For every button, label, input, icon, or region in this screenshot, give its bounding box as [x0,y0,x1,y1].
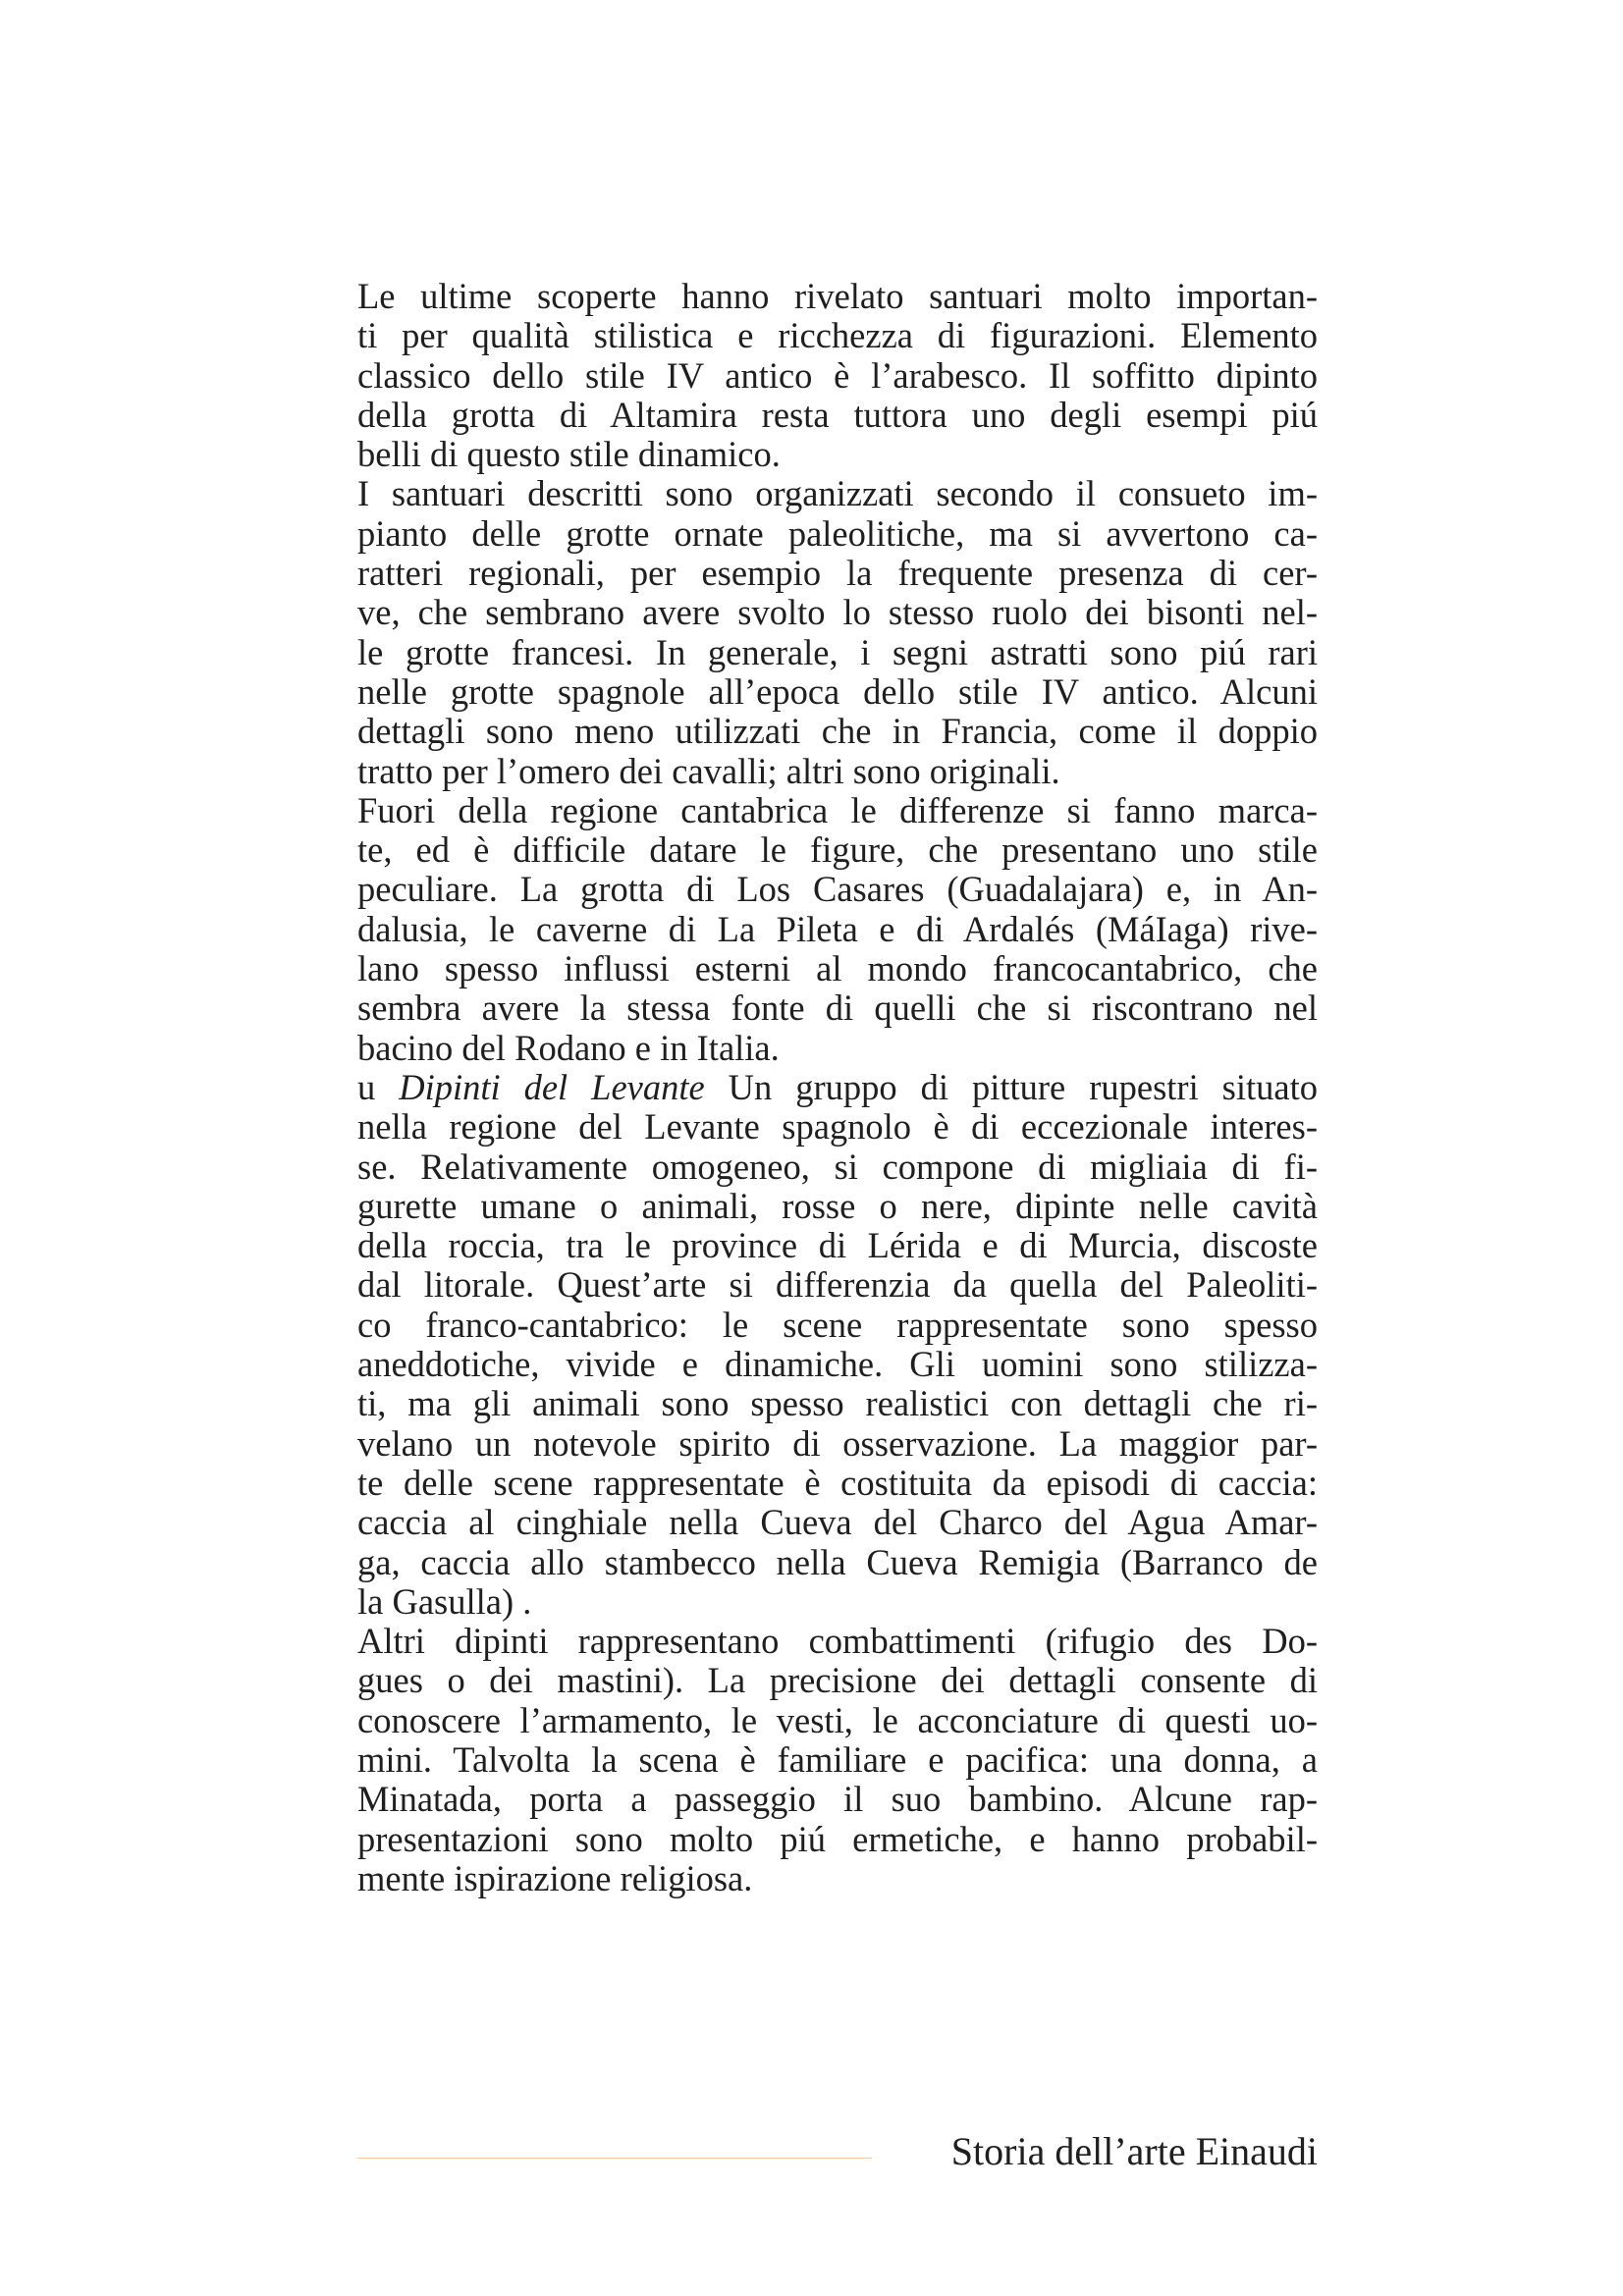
text-line: classico dello stile IV antico è l’arabesco. Il soffitto dipinto [357,354,1318,396]
text-line: mente ispirazione religiosa. [357,1857,753,1898]
text-line: Fuori della regione cantabrica le differenze si fanno marca- [357,789,1318,830]
text-line: co franco-cantabrico: le scene rappresentate sono spesso [357,1304,1318,1345]
footer-rule [357,2158,872,2159]
text-line: ve, che sembrano avere svolto lo stesso ruolo dei bisonti nel- [357,592,1318,633]
body-text [357,277,1318,1898]
text-line: Minatada, porta a passeggio il suo bambino. Alcune rap- [357,1779,1318,1820]
text-line: della roccia, tra le province di Lérida e di Murcia, discoste [357,1225,1318,1266]
text-line: peculiare. La grotta di Los Casares (Guadalajara) e, in An- [357,869,1318,910]
text-line: la Gasulla) . [357,1580,532,1622]
text-line: te, ed è difficile datare le figure, che presentano uno stile [357,829,1318,871]
text-line: pianto delle grotte ornate paleolitiche, ma si avvertono ca- [357,512,1318,554]
section-heading: Dipinti del Levante [399,1066,705,1107]
text-line: della grotta di Altamira resta tuttora uno degli esempi piú [357,394,1318,435]
text-line: conoscere l’armamento, le vesti, le acconciature di questi uo- [357,1699,1318,1740]
text-line: aneddotiche, vivide e dinamiche. Gli uomini sono stilizza- [357,1344,1318,1385]
text-line: dal litorale. Quest’arte si differenzia da quella del Paleoliti- [357,1264,1318,1306]
text-line: nelle grotte spagnole all’epoca dello stile IV antico. Alcuni [357,670,1318,712]
text-line: Altri dipinti rappresentano combattimenti (rifugio des Do- [357,1621,1318,1662]
text-line: le grotte francesi. In generale, i segni astratti sono piú rari [357,631,1318,672]
text-line: I santuari descritti sono organizzati secondo il consueto im- [357,473,1318,514]
text-line: te delle scene rappresentate è costituita da episodi di caccia: [357,1462,1318,1503]
text-line: mini. Talvolta la scena è familiare e pacifica: una donna, a [357,1738,1318,1780]
text-line: presentazioni sono molto piú ermetiche, e hanno probabil- [357,1818,1318,1859]
text-line: belli di questo stile dinamico. [357,434,781,475]
text-line: ratteri regionali, per esempio la frequente presenza di cer- [357,553,1318,594]
section-marker: u [357,1066,376,1107]
text-line: ti, ma gli animali sono spesso realistici con dettagli che ri- [357,1383,1318,1424]
text-line: Le ultime scoperte hanno rivelato santuari molto importan- [357,276,1318,316]
footer-title: Storia dell’arte Einaudi [950,2129,1318,2173]
text-line: lano spesso influssi esterni al mondo francocantabrico, che [357,948,1318,989]
text-line: dettagli sono meno utilizzati che in Francia, come il doppio [357,711,1318,752]
text-line: ti per qualità stilistica e ricchezza di figurazioni. Elemento [357,315,1318,356]
text-line: ga, caccia allo stambecco nella Cueva Remigia (Barranco de [357,1541,1318,1582]
text-line: dalusia, le caverne di La Pileta e di Ardalés (MáIaga) rive- [357,908,1318,949]
text-line: gurette umane o animali, rosse o nere, dipinte nelle cavità [357,1185,1318,1226]
text-line: Un gruppo di pitture rupestri situato [728,1066,1318,1107]
text-line: se. Relativamente omogeneo, si compone di migliaia di fi- [357,1146,1318,1187]
section-heading-line [357,1068,1318,1107]
text-line: bacino del Rodano e in Italia. [357,1027,780,1068]
text-line: tratto per l’omero dei cavalli; altri sono originali. [357,750,1060,791]
text-line: velano un notevole spirito di osservazione. La maggior par- [357,1422,1318,1464]
text-line: sembra avere la stessa fonte di quelli che si riscontrano nel [357,988,1318,1029]
text-line: nella regione del Levante spagnolo è di eccezionale interes- [357,1106,1318,1148]
text-line: caccia al cinghiale nella Cueva del Charco del Agua Amar- [357,1502,1318,1543]
text-line: gues o dei mastini). La precisione dei dettagli consente di [357,1660,1318,1701]
